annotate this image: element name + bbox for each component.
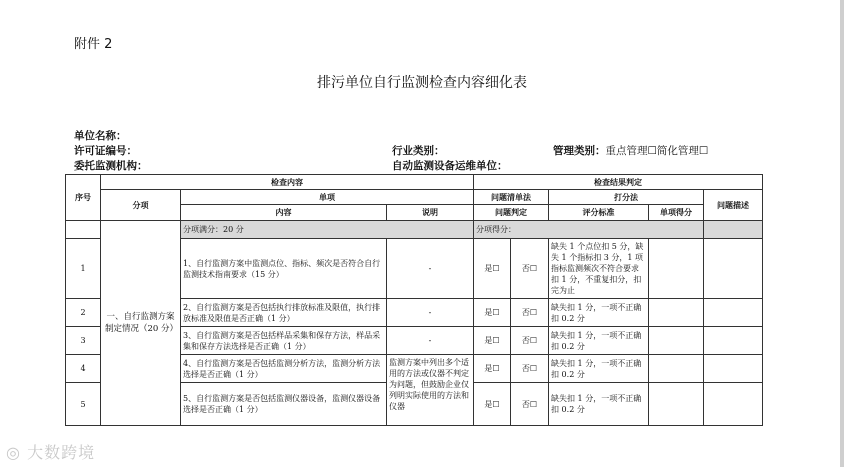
no-checkbox[interactable]: 否☐ — [511, 299, 549, 327]
row-note: - — [387, 327, 474, 355]
row-no: 3 — [66, 327, 101, 355]
header-criteria: 评分标准 — [549, 205, 649, 221]
row-no: 2 — [66, 299, 101, 327]
row-no: 4 — [66, 355, 101, 383]
row-problem-desc[interactable] — [704, 383, 763, 426]
no-checkbox[interactable]: 否☐ — [511, 383, 549, 426]
license-no-label: 许可证编号： — [74, 145, 137, 157]
page-title: 排污单位自行监测检查内容细化表 — [317, 75, 527, 91]
watermark-text: 大数跨境 — [27, 443, 96, 462]
yes-checkbox[interactable]: 是☐ — [474, 299, 511, 327]
header-problem-judge: 问题判定 — [474, 205, 549, 221]
management-category-options: 重点管理☐简化管理☐ — [605, 145, 709, 157]
yes-checkbox[interactable]: 是☐ — [474, 239, 511, 299]
header-method: 问题清单法 — [474, 190, 549, 205]
row-problem-desc[interactable] — [704, 355, 763, 383]
yes-checkbox[interactable]: 是☐ — [474, 383, 511, 426]
row-item-score[interactable] — [649, 299, 704, 327]
no-checkbox[interactable]: 否☐ — [511, 355, 549, 383]
row-problem-desc[interactable] — [704, 239, 763, 299]
subtotal-empty-desc — [704, 221, 763, 239]
unit-name-label: 单位名称： — [74, 130, 127, 142]
row-item-score[interactable] — [649, 355, 704, 383]
row-content: 5、自行监测方案是否包括监测仪器设备，监测仪器设备选择是否正确（1 分） — [181, 383, 387, 426]
row-no: 1 — [66, 239, 101, 299]
row-content: 3、自行监测方案是否包括样品采集和保存方法，样品采集和保存方法选择是否正确（1 分） — [181, 327, 387, 355]
header-content: 内容 — [181, 205, 387, 221]
category-cell: 一、自行监测方案制定情况（20 分） — [101, 221, 181, 426]
subtotal-full-score: 分项满分：20 分 — [181, 221, 474, 239]
yes-checkbox[interactable]: 是☐ — [474, 355, 511, 383]
watermark-logo-icon: ◎ — [6, 443, 21, 462]
page-edge — [840, 0, 844, 467]
industry-label: 行业类别： — [392, 145, 445, 157]
header-item-score: 单项得分 — [649, 205, 704, 221]
shared-note: 监测方案中列出多个适用的方法或仪器不判定为问题，但鼓励企业仅列明实际使用的方法和仪器 — [387, 355, 474, 426]
attachment-label: 附件 2 — [74, 37, 113, 52]
row-criteria: 缺失扣 1 分，一项不正确扣 0.2 分 — [549, 327, 649, 355]
subtotal-empty-seq — [66, 221, 101, 239]
row-item-score[interactable] — [649, 239, 704, 299]
header-explanation: 说明 — [387, 205, 474, 221]
header-check-content: 检查内容 — [101, 175, 474, 190]
no-checkbox[interactable]: 否☐ — [511, 239, 549, 299]
header-result: 检查结果判定 — [474, 175, 763, 190]
row-criteria: 缺失扣 1 分，一项不正确扣 0.2 分 — [549, 355, 649, 383]
header-category: 分项 — [101, 190, 181, 221]
header-scoring: 打分法 — [549, 190, 704, 205]
auto-ops-unit-label: 自动监测设备运维单位： — [392, 160, 508, 172]
header-single-item: 单项 — [181, 190, 474, 205]
row-note: - — [387, 239, 474, 299]
inspection-table — [65, 174, 763, 426]
row-criteria: 缺失扣 1 分，一项不正确扣 0.2 分 — [549, 383, 649, 426]
row-item-score[interactable] — [649, 327, 704, 355]
header-problem-desc: 问题描述 — [704, 190, 763, 221]
row-item-score[interactable] — [649, 383, 704, 426]
yes-checkbox[interactable]: 是☐ — [474, 327, 511, 355]
management-category-label: 管理类别： — [553, 145, 606, 157]
no-checkbox[interactable]: 否☐ — [511, 327, 549, 355]
watermark — [6, 440, 95, 463]
row-criteria: 缺失 1 个点位扣 5 分，缺失 1 个指标扣 3 分，1 项指标监测频次不符合要求扣 1 分，不重复扣分，扣完为止 — [549, 239, 649, 299]
row-no: 5 — [66, 383, 101, 426]
row-content: 2、自行监测方案是否包括执行排放标准及限值，执行排放标准及限值是否正确（1 分） — [181, 299, 387, 327]
row-criteria: 缺失扣 1 分，一项不正确扣 0.2 分 — [549, 299, 649, 327]
row-problem-desc[interactable] — [704, 299, 763, 327]
row-problem-desc[interactable] — [704, 327, 763, 355]
management-category — [553, 143, 708, 158]
row-note: - — [387, 299, 474, 327]
subtotal-score: 分项得分： — [474, 221, 704, 239]
header-seq: 序号 — [66, 175, 101, 221]
row-content: 1、自行监测方案中监测点位、指标、频次是否符合自行监测技术指南要求（15 分） — [181, 239, 387, 299]
row-content: 4、自行监测方案是否包括监测分析方法，监测分析方法选择是否正确（1 分） — [181, 355, 387, 383]
entrusted-agency-label: 委托监测机构： — [74, 160, 148, 172]
